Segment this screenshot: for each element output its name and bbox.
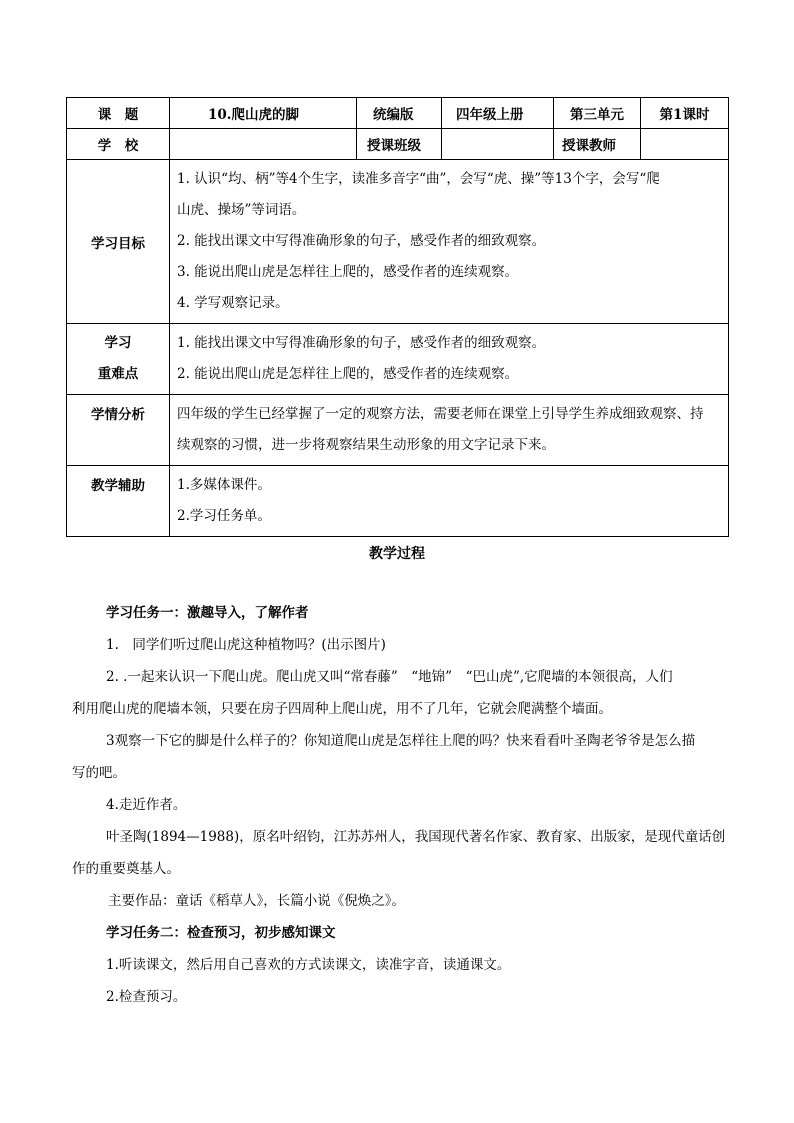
task1-line: 叶圣陶(1894—1988)，原名叶绍钧，江苏苏州人，我国现代著名作家、教育家、出版家，是现代童话创 [106,829,726,845]
table-row-key-points [67,324,729,395]
goal-line: 山虎、操场”等词语。 [177,202,306,218]
task1-line: 作的重要奠基人。 [72,861,180,877]
task1-line: 2. .一起来认识一下爬山虎。爬山虎又叫“常春藤” “地锦” “巴山虎”,它爬墙的本领很高，人们 [106,669,673,685]
analysis-line: 续观察的习惯，进一步将观察结果生动形象的用文字记录下来。 [177,437,555,453]
table-row-aids [67,466,729,537]
table-row-goals [67,160,729,324]
task1-line: 3观察一下它的脚是什么样子的？你知道爬山虎是怎样往上爬的吗？快来看看叶圣陶老爷爷是怎么描 [106,733,696,749]
analysis-line: 四年级的学生已经掌握了一定的观察方法，需要老师在课堂上引导学生养成细致观察、持 [177,406,704,422]
process-title: 教学过程 [369,546,425,562]
table-row-school [67,129,729,160]
class-value [442,129,554,160]
task2-line: 2.检查预习。 [106,989,187,1005]
key-point-line: 1. 能找出课文中写得准确形象的句子，感受作者的细致观察。 [177,335,546,351]
task2-line: 1.听读课文，然后用自己喜欢的方式读课文，读准字音，读通课文。 [106,957,511,973]
goal-line: 3. 能说出爬山虎是怎样往上爬的，感受作者的连续观察。 [177,264,519,280]
label-analysis: 学情分析 [67,395,170,466]
task1-heading: 学习任务一：激趣导入，了解作者 [106,605,309,621]
key-points-content [170,324,729,395]
task1-line: 4.走近作者。 [106,797,187,813]
task1-line: 写的吧。 [72,765,126,781]
label-school: 学 校 [67,129,170,160]
label-aids: 教学辅助 [67,466,170,537]
analysis-content [170,395,729,466]
lesson-title: 10.爬山虎的脚 [170,98,357,129]
goal-line: 4. 学写观察记录。 [177,295,289,311]
task1-line: 1. 同学们听过爬山虎这种植物吗？(出示图片) [106,637,386,653]
school-value [170,129,357,160]
lesson-info-table [66,97,729,537]
period: 第1课时 [641,98,729,129]
aid-line: 1.多媒体课件。 [177,477,271,493]
process-body [72,597,730,1013]
table-row-analysis [67,395,729,466]
goal-line: 2. 能找出课文中写得准确形象的句子，感受作者的细致观察。 [177,233,546,249]
goal-line: 1. 认识“均、柄”等4个生字，读准多音字“曲”，会写“虎、操”等13个字，会写“爬 [177,171,660,187]
aids-content [170,466,729,537]
table-row-lesson [67,98,729,129]
label-key-points-line1: 学习 [104,335,132,351]
goals-content [170,160,729,324]
task2-heading: 学习任务二：检查预习，初步感知课文 [106,925,336,941]
unit: 第三单元 [554,98,641,129]
key-point-line: 2. 能说出爬山虎是怎样往上爬的，感受作者的连续观察。 [177,366,519,382]
label-key-points-line2: 重难点 [97,366,139,382]
aid-line: 2.学习任务单。 [177,508,271,524]
grade: 四年级上册 [442,98,554,129]
label-class: 授课班级 [357,129,442,160]
label-key-points [67,324,170,395]
task1-line: 主要作品：童话《稻草人》，长篇小说《倪焕之》。 [108,893,405,909]
label-goals: 学习目标 [67,160,170,324]
label-topic: 课 题 [67,98,170,129]
label-teacher: 授课教师 [554,129,641,160]
teacher-value [641,129,729,160]
edition: 统编版 [357,98,442,129]
task1-line: 利用爬山虎的爬墙本领，只要在房子四周种上爬山虎，用不了几年，它就会爬满整个墙面。 [72,701,612,717]
